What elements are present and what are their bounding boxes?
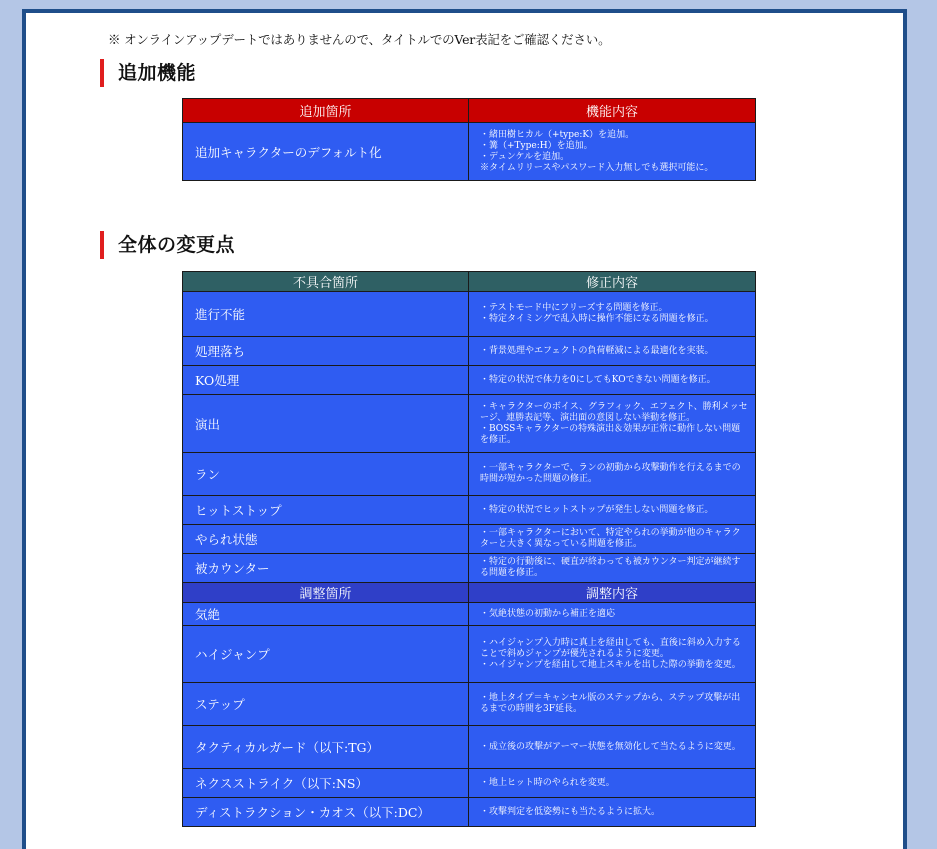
row-name: KO処理 xyxy=(183,366,469,395)
desc-line: ・特定の行動後に、硬直が終わっても被カウンター判定が継続する問題を修正。 xyxy=(480,557,741,578)
row-description xyxy=(469,554,756,583)
row-name: 演出 xyxy=(183,395,469,453)
desc-line: ・テストモード中にフリーズする問題を修正。 xyxy=(480,303,668,313)
header-adjust-location: 調整箇所 xyxy=(183,583,469,603)
desc-line: ・特定タイミングで乱入時に操作不能になる問題を修正。 xyxy=(480,314,714,324)
desc-line: ・気絶状態の初動から補正を適応 xyxy=(480,608,616,619)
row-name: やられ状態 xyxy=(183,525,469,554)
table-row xyxy=(183,337,756,366)
desc-line: ・ハイジャンプを経由して地上スキルを出した際の挙動を変更。 xyxy=(480,659,741,670)
row-name: タクティカルガード（以下:TG） xyxy=(183,726,469,769)
desc-line: ・地上タイプ＝キャンセル版のステップから、ステップ攻撃が出るまでの時間を3F延長。 xyxy=(480,693,741,714)
desc-line: ・篝（+Type:H）を追加。 xyxy=(480,140,593,151)
row-name: 被カウンター xyxy=(183,554,469,583)
table-row xyxy=(183,123,756,181)
row-name: ディストラクション・カオス（以下:DC） xyxy=(183,798,469,827)
desc-line: ・攻撃判定を低姿勢にも当たるように拡大。 xyxy=(480,806,661,817)
row-description xyxy=(469,769,756,798)
section-heading-added-features: 追加機能 xyxy=(100,59,196,87)
table-row xyxy=(183,798,756,827)
table-row xyxy=(183,769,756,798)
added-features-table xyxy=(182,98,756,181)
page-panel xyxy=(22,9,907,849)
table-row xyxy=(183,554,756,583)
overall-changes-table xyxy=(182,271,756,827)
table-row xyxy=(183,525,756,554)
row-name: ラン xyxy=(183,453,469,496)
row-description xyxy=(469,395,756,453)
desc-line: ・成立後の攻撃がアーマー状態を無効化して当たるように変更。 xyxy=(480,741,741,752)
desc-line: ・緒田樹ヒカル（+type:K）を追加。 xyxy=(480,129,635,140)
table-row xyxy=(183,683,756,726)
header-bug-location: 不具合箇所 xyxy=(183,272,469,292)
row-description xyxy=(469,496,756,525)
row-name: 処理落ち xyxy=(183,337,469,366)
row-name: 追加キャラクターのデフォルト化 xyxy=(183,123,469,181)
desc-line: ・一部キャラクターで、ランの初動から攻撃動作を行えるまでの時間が短かった問題の修正。 xyxy=(480,463,741,484)
row-description xyxy=(469,337,756,366)
desc-line: ・BOSSキャラクターの特殊演出＆効果が正常に動作しない問題を修正。 xyxy=(480,423,741,445)
row-description xyxy=(469,683,756,726)
row-description xyxy=(469,453,756,496)
row-description xyxy=(469,525,756,554)
version-notice: ※ オンラインアップデートではありませんので、タイトルでのVer表記をご確認ください。 xyxy=(108,32,611,47)
header-feature-content: 機能内容 xyxy=(469,99,756,123)
row-description xyxy=(469,292,756,337)
desc-line: ・キャラクターのボイス、グラフィック、エフェクト、勝利メッセージ、連勝表記等、演出面の意図しない挙動を修正。 xyxy=(480,401,748,423)
row-description xyxy=(469,798,756,827)
desc-line: ・特定の状況でヒットストップが発生しない問題を修正。 xyxy=(480,504,714,515)
desc-line: ・特定の状況で体力を0にしてもKOできない問題を修正。 xyxy=(480,374,716,385)
row-description xyxy=(469,626,756,683)
table-row xyxy=(183,726,756,769)
desc-line: ・デュンケルを追加。 xyxy=(480,151,570,162)
table-row xyxy=(183,395,756,453)
header-adjust-content: 調整内容 xyxy=(469,583,756,603)
row-description xyxy=(469,726,756,769)
desc-line: ・背景処理やエフェクトの負荷軽減による最適化を実装。 xyxy=(480,345,714,356)
row-name: ステップ xyxy=(183,683,469,726)
row-name: ハイジャンプ xyxy=(183,626,469,683)
row-name: ヒットストップ xyxy=(183,496,469,525)
row-name: ネクスストライク（以下:NS） xyxy=(183,769,469,798)
row-description xyxy=(469,603,756,626)
table-row xyxy=(183,603,756,626)
row-description xyxy=(469,366,756,395)
header-added-location: 追加箇所 xyxy=(183,99,469,123)
section-heading-overall-changes: 全体の変更点 xyxy=(100,231,235,259)
row-description xyxy=(469,123,756,181)
desc-line: ・一部キャラクターにおいて、特定やられの挙動が他のキャラクターと大きく異なっている問題を修正。 xyxy=(480,528,741,549)
row-name: 気絶 xyxy=(183,603,469,626)
table-row xyxy=(183,496,756,525)
desc-line: ・地上ヒット時のやられを変更。 xyxy=(480,777,615,788)
header-fix-content: 修正内容 xyxy=(469,272,756,292)
table-row xyxy=(183,626,756,683)
row-name: 進行不能 xyxy=(183,292,469,337)
desc-line: ※タイムリリースやパスワード入力無しでも選択可能に。 xyxy=(480,162,714,173)
table-row xyxy=(183,453,756,496)
table-row xyxy=(183,366,756,395)
desc-line: ・ハイジャンプ入力時に真上を経由しても、直後に斜め入力することで斜めジャンプが優先されるように変更。 xyxy=(480,637,741,659)
table-row xyxy=(183,292,756,337)
